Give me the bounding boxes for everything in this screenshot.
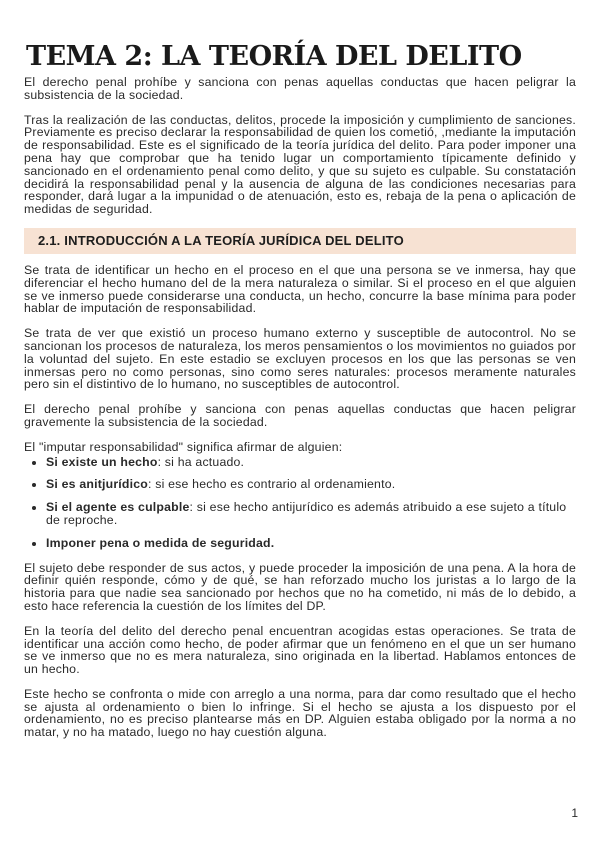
- list-item: [46, 456, 576, 469]
- list-item: [46, 478, 576, 491]
- document-body: [24, 76, 576, 751]
- bullet-list: [24, 456, 576, 550]
- intro-paragraph: Tras la realización de las conductas, delitos, procede la imposición y cumplimiento de sanciones. Previamente es preciso declarar la responsabilidad de quien los cometió, ,mediante la imputación de responsabilidad. Este es el significado de la teoría jurídica del delito. Para poder imponer una pena hay que comprobar que ha tenido lugar un comportamiento típicamente definido y sancionado en el ordenamiento penal como delito, y que su sujeto es culpable. Su constatación decidirá la responsabilidad penal y la ausencia de alguna de las condiciones necesarias para responder, dará lugar a la impunidad o de atenuación, esto es, rebaja de la pena o aplicación de medidas de seguridad.: [24, 112, 576, 217]
- list-item-desc: : si ese hecho es contrario al ordenamiento.: [148, 477, 396, 492]
- list-item-term: Si existe un hecho: [46, 454, 158, 469]
- list-item: [46, 501, 576, 527]
- body-paragraph: Se trata de identificar un hecho en el proceso en el que una persona se ve inmersa, hay que diferenciar el hecho humano del de la mera naturaleza o similar. Si el proceso en el que alguien se ve inmerso puede considerarse una conducta, un hecho, concurre la base mínima para poder hablar de imputación de responsabilidad.: [24, 262, 576, 316]
- body-paragraph: El sujeto debe responder de sus actos, y puede proceder la imposición de una pena. A la hora de definir quién responde, cómo y de qué, se han reforzado mucho los juristas a lo largo de la historia para que nadie sea sancionado por hechos que no ha cometido, ni más de lo debido, a esto hace referencia la cuestión de los límites del DP.: [24, 560, 576, 613]
- body-paragraph: En la teoría del delito del derecho penal encuentran acogidas estas operaciones. Se trata de identificar una acción como hecho, de poder afirmar que un fenómeno en el que un ser humano se ve inmerso que no es mera naturaleza, sino originada en la libertad. Hablamos entonces de un hecho.: [24, 623, 576, 677]
- page-number: 1: [571, 806, 578, 820]
- list-item-desc: : si ese hecho antijurídico es además atribuido a ese sujeto a título de reproche.: [46, 500, 567, 527]
- body-paragraph: Este hecho se confronta o mide con arreglo a una norma, para dar como resultado que el hecho se ajusta al ordenamiento o bien lo infringe. Si el hecho se ajusta a los dispuesto por el ordenamiento, no es preciso plantearse más en DP. Alguien estaba obligado por la norma a no matar, y no ha matado, luego no hay cuestión alguna.: [24, 686, 576, 740]
- page-title: TEMA 2: LA TEORÍA DEL DELITO: [26, 41, 522, 72]
- list-item-term: Si el agente es culpable: [46, 500, 190, 515]
- intro-paragraph: El derecho penal prohíbe y sanciona con penas aquellas conductas que hacen peligrar la subsistencia de la sociedad.: [24, 75, 576, 102]
- list-intro: El "imputar responsabilidad" significa afirmar de alguien:: [24, 439, 343, 454]
- body-paragraph: El derecho penal prohíbe y sanciona con penas aquellas conductas que hacen peligrar gravemente la subsistencia de la sociedad.: [24, 402, 576, 429]
- list-item-term: Imponer pena o medida de seguridad.: [46, 535, 275, 550]
- body-paragraph: Se trata de ver que existió un proceso humano externo y susceptible de autocontrol. No se sancionan los procesos de naturaleza, los meros pensamientos o los movimientos no guiados por la voluntad del sujeto. En este estadio se excluyen procesos en los que las personas se ven inmersas pero no como personas, sino como seres naturales: procesos meramente naturales pero sin el distintivo de lo humano, no susceptibles de autocontrol.: [24, 326, 576, 392]
- list-item-desc: : si ha actuado.: [157, 454, 245, 469]
- section-heading: 2.1. INTRODUCCIÓN A LA TEORÍA JURÍDICA DEL DELITO: [24, 228, 576, 254]
- list-item-term: Si es anitjurídico: [46, 477, 148, 492]
- list-item: [46, 537, 576, 550]
